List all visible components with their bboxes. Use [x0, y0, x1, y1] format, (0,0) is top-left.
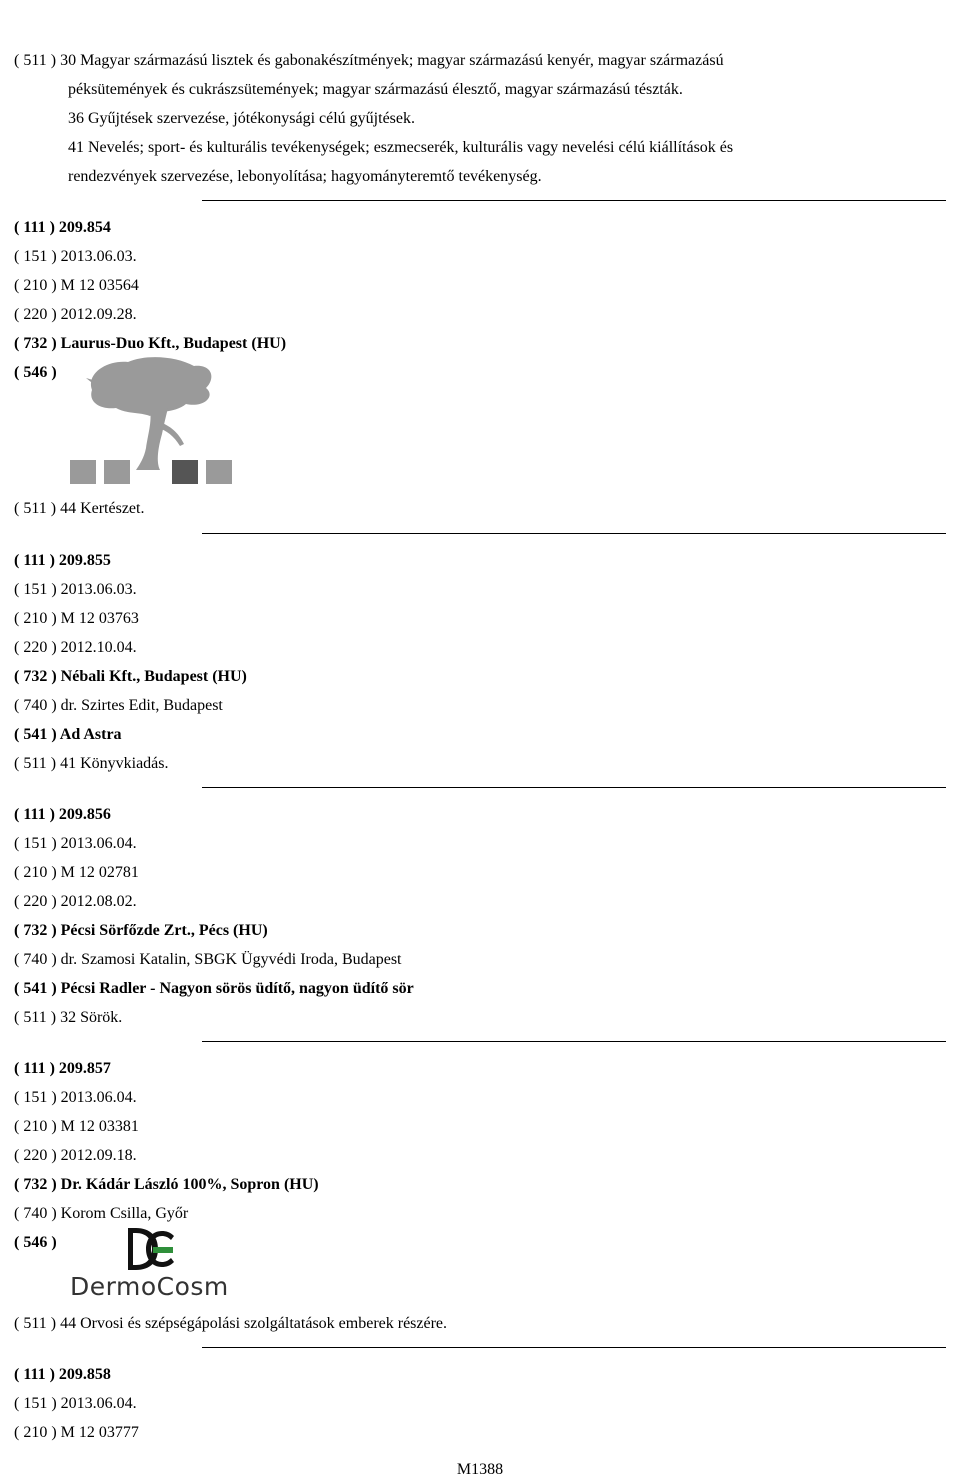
entry-4-representative: ( 740 ) Korom Csilla, Győr: [14, 1205, 189, 1222]
entry-2-wordmark: ( 541 ) Ad Astra: [14, 726, 122, 743]
entry-5-application: ( 210 ) M 12 03777: [14, 1424, 139, 1441]
page-header: [0, 0, 960, 44]
entry-3-filing-date: ( 151 ) 2013.06.04.: [14, 835, 137, 852]
entry-4-owner: ( 732 ) Dr. Kádár László 100%, Sopron (HU): [14, 1176, 319, 1193]
intro-line-1: ( 511 ) 30 Magyar származású lisztek és gabonakészítmények; magyar származású kenyér, magyar származású: [14, 52, 724, 69]
journal-title: Szabadalmi Közlöny és Védjegyértesítő 118. évfolyam 12. szám, 2013.06.28.: [269, 0, 766, 17]
entry-2-representative: ( 740 ) dr. Szirtes Edit, Budapest: [14, 697, 223, 714]
entry-2-number: ( 111 ) 209.855: [14, 552, 111, 569]
entry-divider: [202, 533, 946, 534]
dc-monogram-icon: [70, 1226, 234, 1274]
dermocosm-logo: [70, 1226, 234, 1304]
entry-1-owner: ( 732 ) Laurus-Duo Kft., Budapest (HU): [14, 335, 287, 352]
entry-3-application: ( 210 ) M 12 02781: [14, 864, 139, 881]
entry-5-number: ( 111 ) 209.858: [14, 1366, 111, 1383]
page-number: M1388: [456, 1461, 504, 1478]
entry-1-priority-date: ( 220 ) 2012.09.28.: [14, 306, 137, 323]
entry-3-representative: ( 740 ) dr. Szamosi Katalin, SBGK Ügyvédi Iroda, Budapest: [14, 951, 402, 968]
intro-line-3: 36 Gyűjtések szervezése, jótékonysági célú gyűjtések.: [68, 110, 415, 127]
entry-4-application: ( 210 ) M 12 03381: [14, 1118, 139, 1135]
entry-2-filing-date: ( 151 ) 2013.06.03.: [14, 581, 137, 598]
entry-3-wordmark: ( 541 ) Pécsi Radler - Nagyon sörös üdítő, nagyon üdítő sör: [14, 980, 414, 997]
entry-1-figurative-label: ( 546 ): [14, 364, 57, 381]
entry-3-number: ( 111 ) 209.856: [14, 806, 111, 823]
entry-4-filing-date: ( 151 ) 2013.06.04.: [14, 1089, 137, 1106]
entry-3-owner: ( 732 ) Pécsi Sörfőzde Zrt., Pécs (HU): [14, 922, 268, 939]
entry-4-priority-date: ( 220 ) 2012.09.18.: [14, 1147, 137, 1164]
tree-logo: [66, 352, 236, 488]
entry-4-number: ( 111 ) 209.857: [14, 1060, 111, 1077]
entry-1-application: ( 210 ) M 12 03564: [14, 277, 139, 294]
entry-1-number: ( 111 ) 209.854: [14, 219, 111, 236]
intro-line-2: péksütemények és cukrászsütemények; magyar származású élesztő, magyar származású tészták.: [68, 81, 683, 98]
intro-line-5: rendezvények szervezése, lebonyolítása; hagyományteremtő tevékenység.: [68, 168, 542, 185]
entry-5-filing-date: ( 151 ) 2013.06.04.: [14, 1395, 137, 1412]
entry-divider: [202, 1347, 946, 1348]
section-title: Nemzeti lajstromozott védjegyek: [390, 25, 603, 42]
entry-1-services: ( 511 ) 44 Kertészet.: [14, 500, 145, 517]
entry-1-filing-date: ( 151 ) 2013.06.03.: [14, 248, 137, 265]
entry-divider: [202, 200, 946, 201]
entry-2-owner: ( 732 ) Nébali Kft., Budapest (HU): [14, 668, 247, 685]
entry-4-figurative-label: ( 546 ): [14, 1234, 57, 1251]
dermocosm-wordmark: DermoCosm: [70, 1272, 229, 1301]
intro-line-4: 41 Nevelés; sport- és kulturális tevékenységek; eszmecserék, kulturális vagy nevelési célú kiállítások és: [68, 139, 734, 156]
entry-4-services: ( 511 ) 44 Orvosi és szépségápolási szolgáltatások emberek részére.: [14, 1315, 448, 1332]
entry-3-priority-date: ( 220 ) 2012.08.02.: [14, 893, 137, 910]
entry-2-services: ( 511 ) 41 Könyvkiadás.: [14, 755, 169, 772]
entry-2-priority-date: ( 220 ) 2012.10.04.: [14, 639, 137, 656]
entry-3-services: ( 511 ) 32 Sörök.: [14, 1009, 123, 1026]
entry-divider: [202, 1041, 946, 1042]
entry-divider: [202, 787, 946, 788]
entry-2-application: ( 210 ) M 12 03763: [14, 610, 139, 627]
